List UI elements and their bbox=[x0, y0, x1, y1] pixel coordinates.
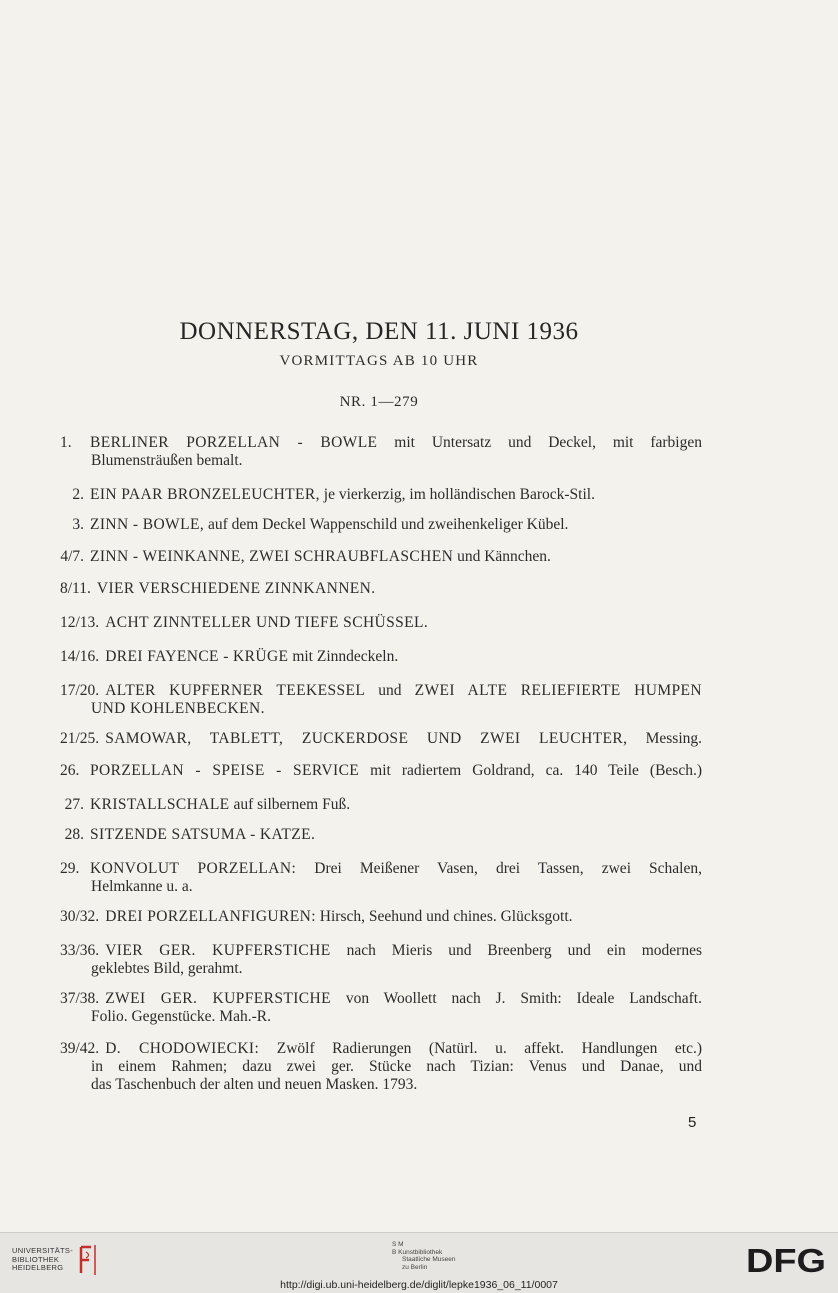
lot-description: mit Untersatz und Deckel, mit farbigen bbox=[377, 434, 702, 451]
svg-text:DFG: DFG bbox=[746, 1244, 826, 1276]
stamp-line: B Kunstbibliothek bbox=[392, 1248, 443, 1256]
lot-entry bbox=[60, 648, 702, 666]
viewer-footer bbox=[0, 1232, 838, 1293]
lot-description: je vierkerzig, im holländischen Barock-Stil. bbox=[319, 486, 595, 503]
lot-title: DREI FAYENCE - KRÜGE bbox=[105, 648, 289, 665]
library-line: BIBLIOTHEK bbox=[12, 1254, 60, 1264]
page-number: 5 bbox=[688, 1114, 697, 1131]
library-line: UNIVERSITÄTS- bbox=[12, 1246, 73, 1255]
lot-number: 27. bbox=[64, 796, 84, 813]
lot-title: ZINN - BOWLE, bbox=[90, 516, 205, 533]
lot-number: 12/13. bbox=[60, 614, 100, 631]
lot-description: mit Zinndeckeln. bbox=[288, 648, 399, 665]
lot-line bbox=[60, 486, 702, 504]
lot-entry bbox=[60, 942, 702, 978]
lot-entry bbox=[60, 730, 702, 748]
lot-entry bbox=[60, 548, 702, 566]
lot-line bbox=[60, 990, 702, 1008]
lot-description: und Kännchen. bbox=[453, 548, 551, 565]
lot-number: 21/25. bbox=[60, 730, 100, 747]
lot-entry bbox=[60, 580, 702, 598]
lot-entry bbox=[60, 908, 702, 926]
lot-continuation: UND KOHLENBECKEN. bbox=[91, 700, 265, 717]
lot-number: 33/36. bbox=[60, 942, 100, 959]
lot-entry bbox=[60, 990, 702, 1026]
lot-number: 2. bbox=[72, 486, 84, 503]
lot-number: 4/7. bbox=[60, 548, 84, 565]
lot-number: 14/16. bbox=[60, 648, 100, 665]
lot-title: D. CHODOWIECKI: bbox=[105, 1040, 260, 1057]
lot-entry bbox=[60, 796, 702, 814]
lot-number: 30/32. bbox=[60, 908, 100, 925]
lot-number: 17/20. bbox=[60, 682, 100, 699]
lot-line bbox=[60, 548, 702, 566]
lot-description: Hirsch, Seehund und chines. Glücksgott. bbox=[315, 908, 573, 925]
lot-number: 37/38. bbox=[60, 990, 100, 1007]
page-subtitle: VORMITTAGS AB 10 UHR bbox=[279, 353, 479, 369]
lot-continuation: Folio. Gegenstücke. Mah.-R. bbox=[91, 1008, 271, 1025]
lot-line bbox=[60, 908, 702, 926]
lot-entry bbox=[60, 486, 702, 504]
lot-continuation: geklebtes Bild, gerahmt. bbox=[91, 960, 243, 977]
lot-description: mit radiertem Goldrand, ca. 140 Teile (Besch.) bbox=[359, 762, 702, 779]
lot-description: Messing. bbox=[627, 730, 702, 747]
lot-description: auf dem Deckel Wappenschild und zweihenkeliger Kübel. bbox=[204, 516, 569, 533]
lot-entry bbox=[60, 434, 702, 470]
lot-description: Zwölf Radierungen (Natürl. u. affekt. Handlungen etc.) bbox=[259, 1040, 702, 1057]
lot-description: nach Mieris und Breenberg und ein modernes bbox=[330, 942, 702, 959]
lot-continuation: Blumensträußen bemalt. bbox=[91, 452, 243, 469]
lot-title: VIER VERSCHIEDENE ZINNKANNEN. bbox=[96, 580, 376, 597]
lot-line bbox=[60, 730, 702, 748]
lot-entry bbox=[60, 762, 702, 780]
lot-number: 29. bbox=[60, 860, 80, 877]
lot-line bbox=[60, 516, 702, 534]
lot-description: Drei Meißener Vasen, drei Tassen, zwei Schalen, bbox=[296, 860, 702, 877]
lot-description: auf silbernem Fuß. bbox=[229, 796, 351, 813]
lot-line bbox=[60, 580, 702, 598]
lot-line bbox=[60, 796, 702, 814]
lot-title: EIN PAAR BRONZELEUCHTER, bbox=[90, 486, 320, 503]
source-url-link[interactable]: http://digi.ub.uni-heidelberg.de/diglit/lepke1936_06_11/0007 bbox=[280, 1279, 558, 1291]
lot-entry bbox=[60, 516, 702, 534]
lot-title: BERLINER PORZELLAN - BOWLE bbox=[90, 434, 378, 451]
lot-title: ZWEI ALTE RELIEFIERTE HUMPEN bbox=[414, 682, 702, 699]
lot-number: 28. bbox=[64, 826, 84, 843]
lot-line bbox=[60, 826, 702, 844]
lot-description: und bbox=[365, 682, 415, 699]
lot-title: KRISTALLSCHALE bbox=[90, 796, 230, 813]
lot-entry bbox=[60, 860, 702, 896]
lot-entry bbox=[60, 1040, 702, 1094]
stamp-line: S M bbox=[392, 1241, 404, 1248]
museum-stamp bbox=[392, 1241, 512, 1271]
lot-continuation: in einem Rahmen; dazu zwei ger. Stücke nach Tizian: Venus und Danae, und bbox=[91, 1058, 702, 1075]
lot-continuation: Helmkanne u. a. bbox=[91, 878, 193, 895]
lot-number: 8/11. bbox=[60, 580, 91, 597]
lot-title: ACHT ZINNTELLER UND TIEFE SCHÜSSEL. bbox=[105, 614, 429, 631]
lot-line bbox=[60, 762, 702, 780]
lot-entry bbox=[60, 826, 702, 844]
lot-number: 3. bbox=[72, 516, 84, 533]
lot-line bbox=[60, 682, 702, 700]
page-title: DONNERSTAG, DEN 11. JUNI 1936 bbox=[179, 318, 579, 345]
university-logo-icon bbox=[78, 1243, 100, 1277]
lot-number: 39/42. bbox=[60, 1040, 100, 1057]
library-name bbox=[12, 1247, 74, 1273]
lot-title: DREI PORZELLANFIGUREN: bbox=[105, 908, 316, 925]
lot-title: VIER GER. KUPFERSTICHE bbox=[105, 942, 331, 959]
lot-continuation: das Taschenbuch der alten und neuen Masken. 1793. bbox=[91, 1076, 418, 1093]
lot-title: PORZELLAN - SPEISE - SERVICE bbox=[90, 762, 360, 779]
lot-entry bbox=[60, 614, 702, 632]
lot-title: ZWEI GER. KUPFERSTICHE bbox=[105, 990, 331, 1007]
lot-line bbox=[60, 1040, 702, 1058]
stamp-line: zu Berlin bbox=[402, 1263, 428, 1271]
lot-line bbox=[60, 648, 702, 666]
lot-line bbox=[60, 614, 702, 632]
lot-description: von Woollett nach J. Smith: Ideale Landschaft. bbox=[330, 990, 702, 1007]
lot-range: NR. 1—279 bbox=[339, 394, 419, 410]
lot-line bbox=[60, 942, 702, 960]
lot-title: KONVOLUT PORZELLAN: bbox=[90, 860, 297, 877]
lot-title: SITZENDE SATSUMA - KATZE. bbox=[90, 826, 316, 843]
lot-title: SAMOWAR, TABLETT, ZUCKERDOSE UND ZWEI LEUCHTER, bbox=[105, 730, 628, 747]
stamp-line: Staatliche Museen bbox=[402, 1256, 456, 1264]
lot-entry bbox=[60, 682, 702, 718]
library-line: HEIDELBERG bbox=[12, 1263, 64, 1273]
lot-number: 26. bbox=[60, 762, 80, 779]
lot-title: ALTER KUPFERNER TEEKESSEL bbox=[105, 682, 366, 699]
lot-line bbox=[60, 860, 702, 878]
dfg-logo bbox=[746, 1244, 828, 1276]
lot-line bbox=[60, 434, 702, 452]
lot-title: ZINN - WEINKANNE, ZWEI SCHRAUBFLASCHEN bbox=[90, 548, 454, 565]
lot-number: 1. bbox=[60, 434, 72, 451]
